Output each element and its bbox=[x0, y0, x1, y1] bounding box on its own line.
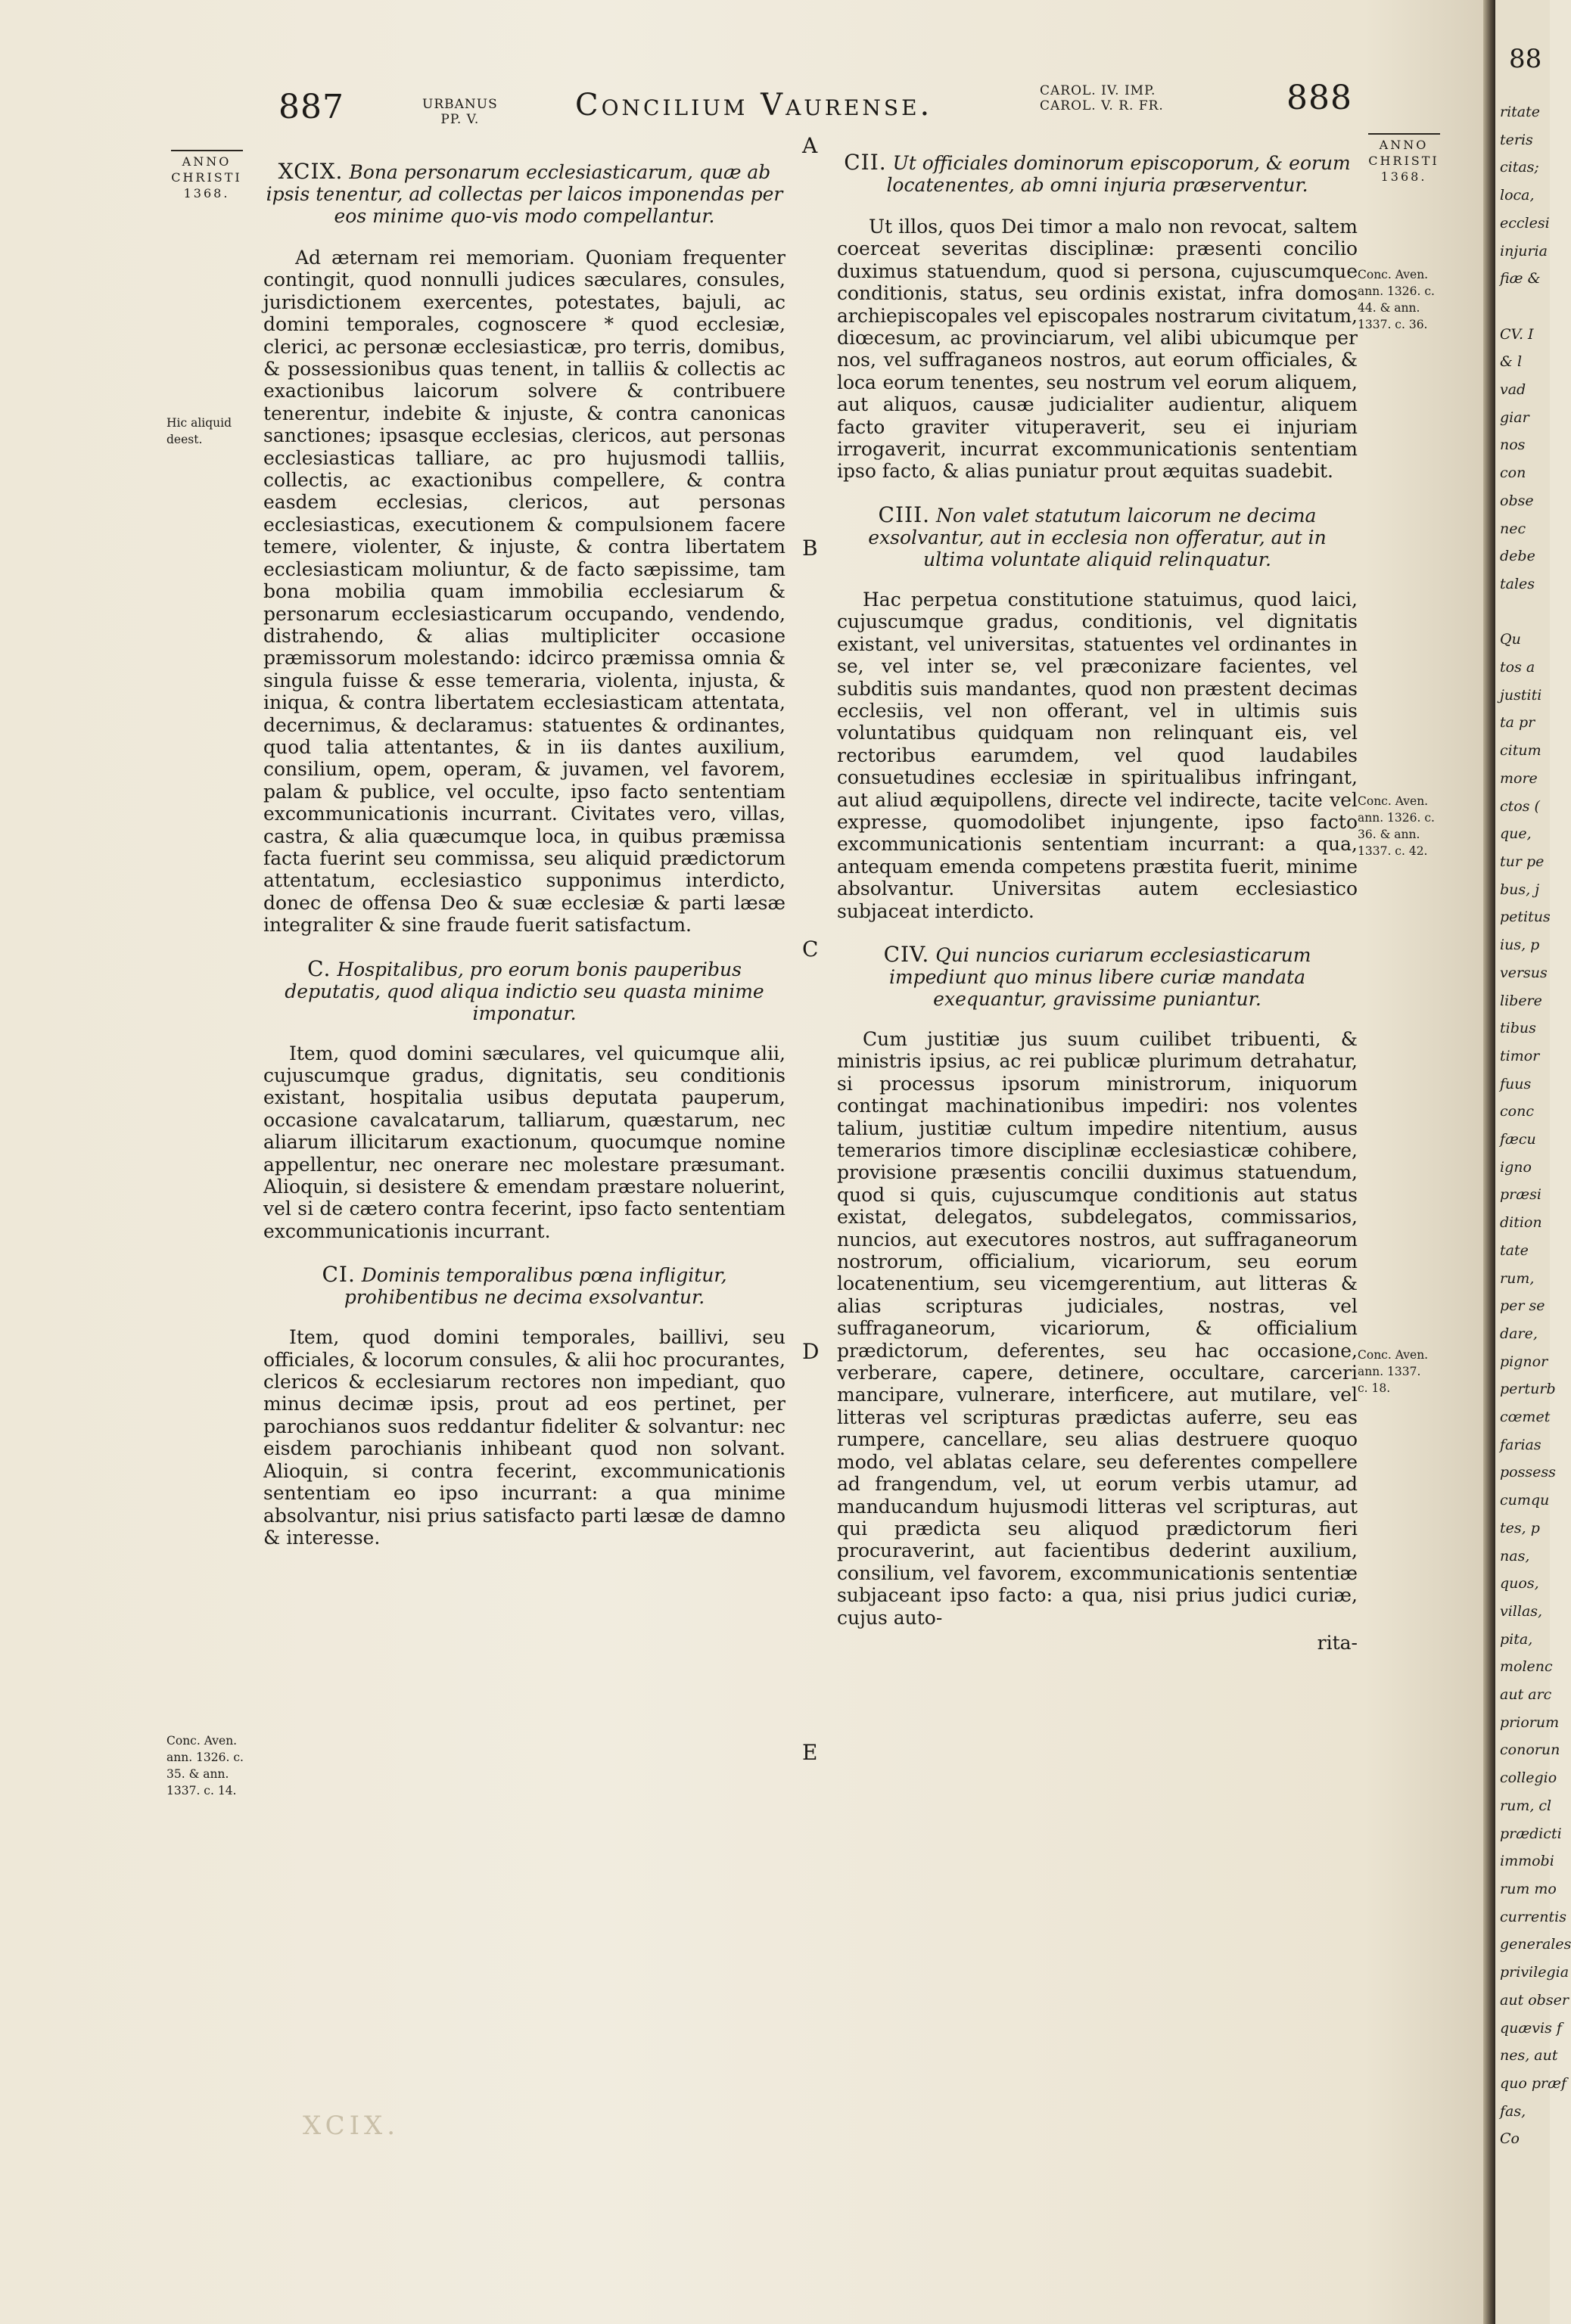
adjacent-page-fragment: fuus bbox=[1500, 1075, 1532, 1092]
margin-note-line: Conc. Aven. bbox=[166, 1734, 238, 1748]
adjacent-page-fragment: dition bbox=[1500, 1214, 1542, 1232]
adjacent-page-fragment: citum bbox=[1500, 742, 1541, 760]
adjacent-page-fragment: Qu bbox=[1500, 631, 1521, 648]
chapter-title: Non valet statutum laicorum ne decima exsolvantur, aut in ecclesia non offeratur, aut in ultima voluntate aliquid relinquatur. bbox=[868, 504, 1327, 570]
chapter-number: CII. bbox=[844, 150, 887, 175]
adjacent-page-fragment: generales bbox=[1500, 1936, 1571, 1953]
adjacent-page-fragment: que, bbox=[1500, 825, 1532, 843]
header-pope bbox=[422, 97, 498, 127]
adjacent-page-fragment: ctos ( bbox=[1500, 797, 1540, 815]
adjacent-page-fragment: nas, bbox=[1500, 1547, 1530, 1564]
adjacent-page-fragment: pignor bbox=[1500, 1353, 1548, 1370]
anno-christi-left bbox=[165, 150, 248, 201]
adjacent-page-fragment: quævis f bbox=[1500, 2019, 1562, 2037]
adjacent-page-fragment: cœmet bbox=[1500, 1409, 1551, 1426]
chapter-text: Hac perpetua constitutione statuimus, quod laici, cujuscumque gradus, conditionis, vel dignitatis existant, vel universitas, statuentes vel ordinantes in se, vel inter se, vel præconizare facientes, vel subditis suis mandantes, quod non præstent decimas ecclesiis, vel non offerant, vel in ultimis suis voluntatibus quidquam non relinquant eis, vel rectoribus earumdem, vel quod laudabiles consuetudines ecclesiæ in spiritualibus infringant, aut aliud æquipollens, directe vel indirecte, tacite vel expresse, quomodolibet injungente, ipso facto excommunicationis sententiam incurrant: a qua, antequam emenda competens præstita fuerit, minime absolvantur. Universitas autem ecclesiastico subjaceat interdicto. bbox=[837, 588, 1358, 922]
adjacent-page-fragment: possess bbox=[1500, 1464, 1556, 1481]
margin-note-conc-aven-2 bbox=[1358, 266, 1435, 333]
adjacent-page-fragment: Co bbox=[1500, 2130, 1520, 2148]
adjacent-page-fragment: tes, p bbox=[1500, 1519, 1540, 1536]
adjacent-page-fragment: tales bbox=[1500, 575, 1535, 592]
section-letter-c: C bbox=[802, 937, 819, 962]
adjacent-page-fragment: collegio bbox=[1500, 1769, 1557, 1787]
christi-label: CHRISTI bbox=[1368, 154, 1439, 168]
adjacent-page-fragment bbox=[1500, 293, 1560, 321]
chapter-title: Qui nuncios curiarum ecclesiasticarum impediunt quo minus libere curiæ mandata exequantur, gravissime puniantur. bbox=[888, 943, 1311, 1010]
adjacent-page-fragment: vad bbox=[1500, 381, 1526, 399]
chapter-text: Cum justitiæ jus suum cuilibet tribuenti, & ministris ipsius, ac rei publicæ plurimum detrahatur, si processus ipsorum ministrorum, iniquorum contingat machinationibus impediri: nos volentes talium, justitiæ cultum impedire nitentium, ausus temerarios timore disciplinæ ecclesiasticæ cohibere, provisione præsentis concilii duximus statuendum, quod si quis, cujuscumque conditionis aut status existat, delegatos, subdelegatos, commissarios, nuncios, aut executores nostros, aut suffraganeorum nostrorum, officialium, vicariorum, seu eorum locatenentium, seu vicemgerentium, aut litteras & alias scripturas judiciales, nostras, vel suffraganeorum, vicariorum, & officialium prædictorum, deferentes, seu hac occasione, verberare, capere, detinere, occultare, carceri mancipare, vulnerare, interficere, aut mutilare, vel litteras vel scripturas prædictas auferre, seu eas rumpere, cancellare, seu alias destruere quoquo modo, vel ablatas celare, seu deferentes compellere ad frangendum, vel, ut eorum verbis utamur, ad manducandum hujusmodi litteras vel scripturas, aut qui prædicta seu aliquod prædictorum fieri procuraverint, aut facientibus dederint auxilium, consilium, vel favorem, excommunicationis sententiæ subjaceant ipso facto: a qua, nisi prius judici curiæ, cujus auto- bbox=[837, 1027, 1358, 1629]
adjacent-page-fragment: citas; bbox=[1500, 159, 1539, 176]
margin-note-line: 44. & ann. bbox=[1358, 301, 1420, 315]
chapter-heading bbox=[837, 151, 1358, 196]
adjacent-page-fragment: privilegia bbox=[1500, 1964, 1569, 1981]
margin-note-line: c. 18. bbox=[1358, 1381, 1391, 1395]
adjacent-page-fragments bbox=[1500, 98, 1571, 2153]
adjacent-page-fragment: rum mo bbox=[1500, 1881, 1557, 1897]
adjacent-page-fragment: libere bbox=[1500, 992, 1542, 1009]
margin-note-line: Hic aliquid bbox=[166, 416, 232, 430]
adjacent-page-fragment: tos a bbox=[1500, 659, 1535, 676]
anno-rule bbox=[171, 150, 243, 151]
margin-note-line: 1337. c. 36. bbox=[1358, 318, 1428, 331]
chapter-heading bbox=[263, 955, 786, 1024]
adjacent-page-fragment: con bbox=[1500, 464, 1526, 482]
anno-label: ANNO bbox=[1379, 138, 1429, 152]
chapter-heading bbox=[263, 160, 786, 227]
section-letter-b: B bbox=[802, 536, 818, 561]
header-pope-name: URBANUS bbox=[422, 97, 498, 112]
adjacent-page-fragment: aut obser bbox=[1500, 1991, 1569, 2009]
chapter-title: Dominis temporalibus pœna infligitur, prohibentibus ne decima exsolvantur. bbox=[344, 1264, 727, 1309]
left-column bbox=[263, 160, 786, 1549]
adjacent-page-fragment: CV. I bbox=[1500, 325, 1534, 343]
adjacent-page-fragment: dare, bbox=[1500, 1325, 1538, 1342]
adjacent-page-fragment: quo præf bbox=[1500, 2074, 1567, 2092]
adjacent-page-fragment: per se bbox=[1500, 1297, 1545, 1315]
right-column bbox=[837, 151, 1358, 1654]
adjacent-page-fragment: fæcu bbox=[1500, 1131, 1536, 1148]
adjacent-page-fragment: tur pe bbox=[1500, 853, 1545, 870]
adjacent-page-fragment: ius, p bbox=[1500, 937, 1540, 954]
margin-note-line: 1337. c. 42. bbox=[1358, 844, 1428, 858]
chapter-heading bbox=[263, 1263, 786, 1308]
margin-note-line: Conc. Aven. bbox=[1358, 794, 1429, 808]
margin-note-line: ann. 1326. c. bbox=[1358, 811, 1435, 825]
adjacent-page-fragment: & l bbox=[1500, 353, 1523, 371]
anno-year: 1368. bbox=[183, 186, 230, 200]
adjacent-page-fragment: nos bbox=[1500, 437, 1526, 454]
adjacent-page-fragment: bus, j bbox=[1500, 881, 1540, 898]
chapter-number: CIII. bbox=[878, 502, 931, 527]
adjacent-page-fragment: ritate bbox=[1500, 104, 1541, 120]
margin-note-line: ann. 1337. bbox=[1358, 1365, 1421, 1378]
margin-note-line: ann. 1326. c. bbox=[1358, 284, 1435, 298]
adjacent-page-fragment: conorun bbox=[1500, 1741, 1560, 1759]
adjacent-page-fragment: injuria bbox=[1500, 242, 1548, 259]
adjacent-page-fragment: tibus bbox=[1500, 1020, 1536, 1037]
adjacent-page-fragment: pita, bbox=[1500, 1630, 1533, 1648]
header-rulers bbox=[1040, 83, 1164, 113]
adjacent-page-fragment: villas, bbox=[1500, 1602, 1543, 1620]
christi-label: CHRISTI bbox=[171, 170, 242, 185]
section-letter-e: E bbox=[802, 1740, 818, 1765]
header-emperor: CAROL. IV. IMP. bbox=[1040, 83, 1156, 98]
adjacent-page-fragment: timor bbox=[1500, 1047, 1540, 1064]
adjacent-page-fragment: rum, bbox=[1500, 1269, 1535, 1287]
adjacent-page-fragment: cumqu bbox=[1500, 1492, 1550, 1509]
catchword: rita- bbox=[1317, 1631, 1358, 1654]
running-title: Concilium Vaurense. bbox=[575, 88, 933, 123]
margin-note-line: ann. 1326. c. bbox=[166, 1751, 244, 1764]
chapter-text: Ad æternam rei memoriam. Quoniam frequenter contingit, quod nonnulli judices sæculares, consules, jurisdictionem exercentes, potestates, bajuli, ac domini temporales, cognoscere * quod ecclesiæ, clerici, ac personæ ecclesiasticæ, pro terris, domibus, & possessionibus quas tenent, in talliis & collectis ac exactionibus laicorum solvere & contribuere tenerentur, indebite & injuste, & contra canonicas sanctiones; ipsasque ecclesias, clericos, aut personas ecclesiasticas talliare, ac pro hujusmodi talliis, collectis, ac exactionibus compellere, & contra easdem ecclesias, clericos, aut personas ecclesiasticas, executionem & compulsionem facere temere, violenter, & injuste, & contra libertatem ecclesiasticam moliuntur, & de facto sæpissime, tam bona mobilia quam immobilia ecclesiarum & personarum ecclesiasticarum occupando, vendendo, distrahendo, & alias multipliciter occasione præmissorum molestando: idcirco præmissa omnia & singula fuisse & esse temeraria, violenta, injusta, & iniqua, & contra libertatem ecclesiasticam attentata, decernimus, & declaramus: statuentes & ordinantes, quod talia attentantes, & in iis dantes auxilium, consilium, opem, operam, & juvamen, vel favorem, palam & publice, vel occulte, ipso facto sententiam excommunicationis incurrant. Civitates vero, villas, castra, & alia quæcumque loca, in quibus præmissa facta fuerint seu commissa, seu aliquid prædictorum attentatum, ecclesiastico supponimus interdicto, donec de offensa Deo & suæ ecclesiæ & parti læsæ integraliter & sine fraude fuerit satisfactum. bbox=[263, 247, 786, 937]
adjacent-page-fragment: rum, cl bbox=[1500, 1797, 1552, 1814]
book-gutter bbox=[1483, 0, 1495, 2324]
adjacent-page-fragment: perturb bbox=[1500, 1381, 1556, 1398]
margin-note-conc-aven-3 bbox=[1358, 793, 1435, 859]
show-through-text: XCIX. bbox=[303, 2111, 400, 2141]
adjacent-page-fragment: giar bbox=[1500, 409, 1529, 426]
adjacent-page-edge bbox=[1495, 0, 1571, 2324]
chapter-heading bbox=[837, 943, 1358, 1010]
chapter-text: Item, quod domini temporales, baillivi, seu officiales, & locorum consules, & alii hoc procurantes, clericos & ecclesiarum rectores non impediant, quo minus decimæ ipsis, prout ad eos pertinet, per parochianos suos reddantur fideliter & solvantur: nec eisdem parochianis inhibeant quod non solvant. Alioquin, si contra fecerint, excommunicationis sententiam eo ipso incurrant: a qua minime absolvantur, nisi prius satisfacto parti læsæ de damno & interesse. bbox=[263, 1326, 786, 1549]
chapter-title: Ut officiales dominorum episcoporum, & eorum locatenentes, ab omni injuria præserventur. bbox=[886, 152, 1351, 196]
page-number-left: 887 bbox=[278, 88, 344, 126]
chapter-number: XCIX. bbox=[278, 159, 344, 184]
adjacent-page-fragment: nec bbox=[1500, 520, 1526, 537]
adjacent-page-fragment: currentis bbox=[1500, 1908, 1566, 1925]
section-letter-d: D bbox=[802, 1339, 820, 1364]
adjacent-page-fragment: igno bbox=[1500, 1158, 1532, 1176]
margin-note-line: 36. & ann. bbox=[1358, 828, 1420, 841]
adjacent-page-fragment: quos, bbox=[1500, 1575, 1539, 1592]
adjacent-page-fragment: ta pr bbox=[1500, 714, 1535, 732]
chapter-number: CIV. bbox=[883, 941, 930, 967]
adjacent-page-fragment: aut arc bbox=[1500, 1686, 1552, 1704]
margin-note-conc-aven-4 bbox=[1358, 1347, 1428, 1397]
adjacent-page-fragment: loca, bbox=[1500, 187, 1535, 204]
adjacent-page-fragment: prædicti bbox=[1500, 1825, 1562, 1842]
page-number-right: 888 bbox=[1286, 79, 1352, 117]
adjacent-page-fragment: molenc bbox=[1500, 1658, 1553, 1676]
adjacent-page-fragment: obse bbox=[1500, 492, 1534, 509]
adjacent-page-fragment bbox=[1500, 598, 1560, 626]
adjacent-page-fragment: immobi bbox=[1500, 1853, 1554, 1870]
adjacent-page-fragment: fas, bbox=[1500, 2102, 1526, 2120]
margin-note-line: Conc. Aven. bbox=[1358, 1348, 1429, 1362]
chapter-text: Item, quod domini sæculares, vel quicumque alii, cujuscumque gradus, dignitatis, seu conditionis existant, hospitalia usibus deputata pauperum, occasione cavalcatarum, talliarum, quæstarum, nec aliarum illicitarum exactionum, quocumque nomine appellentur, nec onerare nec molestare præsumant. Alioquin, si desistere & emendam præstare noluerint, vel si de cætero contra fecerint, ipso facto sententiam excommunicationis incurrant. bbox=[263, 1042, 786, 1242]
adjacent-page-fragment: versus bbox=[1500, 964, 1548, 981]
chapter-number: C. bbox=[307, 955, 331, 981]
chapter-number: CI. bbox=[322, 1262, 356, 1288]
adjacent-page-fragment: justiti bbox=[1500, 686, 1542, 704]
margin-note-line: deest. bbox=[166, 433, 203, 446]
adjacent-page-fragment: ecclesi bbox=[1500, 214, 1550, 231]
adjacent-page-fragment: tate bbox=[1500, 1241, 1529, 1259]
adjacent-page-fragment: conc bbox=[1500, 1103, 1534, 1120]
margin-note-lacuna bbox=[166, 415, 232, 448]
margin-note-conc-aven-1 bbox=[166, 1732, 244, 1799]
anno-christi-right bbox=[1362, 133, 1445, 185]
adjacent-page-fragment: fiæ & bbox=[1500, 270, 1541, 287]
anno-label: ANNO bbox=[182, 154, 232, 169]
header-pope-number: PP. V. bbox=[440, 112, 480, 127]
adjacent-page-fragment: nes, aut bbox=[1500, 2047, 1558, 2065]
chapter-title: Hospitalibus, pro eorum bonis pauperibus deputatis, quod aliqua indictio seu quasta minime imponatur. bbox=[285, 958, 764, 1024]
adjacent-page-fragment: petitus bbox=[1500, 909, 1551, 926]
adjacent-page-fragment: farias bbox=[1500, 1436, 1541, 1453]
margin-note-line: 35. & ann. bbox=[166, 1767, 229, 1781]
margin-note-line: Conc. Aven. bbox=[1358, 268, 1429, 281]
chapter-title: Bona personarum ecclesiasticarum, quæ ab ipsis tenentur, ad collectas per laicos imponendas per eos minime quo-vis modo compellantur. bbox=[266, 161, 783, 227]
adjacent-page-number: 88 bbox=[1509, 44, 1542, 74]
adjacent-page-fragment: præsi bbox=[1500, 1186, 1541, 1204]
adjacent-page-fragment: debe bbox=[1500, 548, 1535, 565]
adjacent-page-fragment: priorum bbox=[1500, 1713, 1560, 1731]
margin-note-line: 1337. c. 14. bbox=[166, 1784, 237, 1797]
header-king: CAROL. V. R. FR. bbox=[1040, 98, 1164, 113]
anno-rule bbox=[1368, 133, 1440, 135]
adjacent-page-fragment: teris bbox=[1500, 131, 1533, 148]
adjacent-page-fragment: more bbox=[1500, 769, 1538, 787]
section-letter-a: A bbox=[802, 133, 818, 158]
chapter-text: Ut illos, quos Dei timor a malo non revocat, saltem coerceat severitas disciplinæ: præsenti concilio duximus statuendum, quod si persona, cujuscumque conditionis, status, seu ordinis existat, infra domos archiepiscopales vel episcopales nostrarum civitatum, diœcesum, ac provinciarum, vel alibi ubicumque per nos, vel suffraganeos nostros, aut eorum officiales, & loca eorum tenentes, seu nostrum vel eorum aliquem, aut aliquos, causæ judicialiter audientur, aliquem facto graviter vituperaverit, seu ei injuriam irrogaverit, incurrat excommunicationis sententiam ipso facto, & alias puniatur prout æquitas suadebit. bbox=[837, 216, 1358, 483]
chapter-heading bbox=[837, 504, 1358, 570]
anno-year: 1368. bbox=[1380, 169, 1427, 184]
